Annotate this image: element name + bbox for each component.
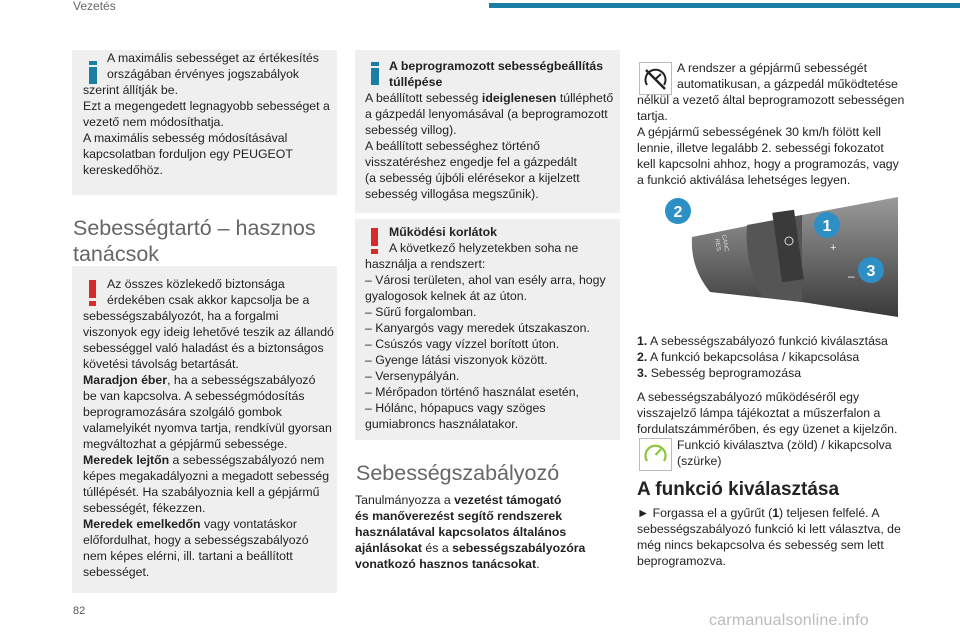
speedometer-icon: [639, 62, 672, 95]
callout-3: 3: [866, 263, 876, 280]
list-item: 1. A sebességszabályozó funkció kiválasztása: [637, 334, 888, 348]
info-text-block: szerint állítják be. Ezt a megengedett legnagyobb sebességet a vezető nem módosíthatja. A maximális sebesség módosításával kapcsolatban forduljon egy PEUGEOT kereskedőhöz.: [83, 83, 330, 177]
paragraph-line: automatikusan, a gázpedál működtetése: [677, 77, 898, 91]
svg-text:+: +: [830, 242, 837, 254]
paragraph-block: nélkül a vezető által beprogramozott sebességen tartja. A gépjármű sebességének 30 km/h fölött kell lennie, illetve legalább 2. sebességi fokozatot kell kapcsolni ahhoz, hogy a programozás, vagy a funkció aktiválása lehetséges legyen.: [637, 93, 905, 187]
page-number: 82: [73, 605, 86, 617]
lamp-description: (szürke): [677, 454, 722, 468]
paragraph-line: A rendszer a gépjármű sebességét: [677, 61, 868, 75]
paragraph-block: A sebességszabályozó működéséről egy visszajelző lámpa tájékoztat a műszerfalon a fordulatszámmérőben, és egy üzenet a kijelzőn.: [637, 390, 898, 436]
cruise-control-lamp-icon: [639, 438, 672, 471]
warning-icon: [370, 228, 380, 254]
section-title: Vezetés: [73, 0, 116, 13]
info-text-block: A beállított sebesség ideiglenesen túlléphető a gázpedál lenyomásával (a beprogramozott sebesség villog). A beállított sebességhez történő visszatéréshez engedje fel a gázpedált (a sebesség újbóli elérésekor a kijelzett sebesség villogása megszűnik).: [365, 91, 614, 201]
lamp-description: Funkció kiválasztva (zöld) / kikapcsolva: [677, 438, 892, 452]
warning-text-line: érdekében csak akkor kapcsolja be a: [107, 293, 310, 307]
callout-1: 1: [822, 218, 832, 235]
info-text-line: A maximális sebességet az értékesítés: [107, 51, 319, 65]
section-heading-select: A funkció kiválasztása: [637, 479, 840, 500]
cancel-label: CANC: [720, 234, 729, 253]
svg-text:–: –: [848, 269, 855, 283]
warning-text-line: Az összes közlekedő biztonsága: [107, 277, 285, 291]
header-accent-bar: [489, 3, 960, 8]
section-heading-tips: Sebességtartó – hasznos tanácsok: [73, 216, 316, 266]
intro-paragraph: Tanulmányozza a vezetést támogató és manőverezést segítő rendszerek használatával kapcsolatos általános ajánlásokat és a sebességszabályozóra vonatkozó hasznos tanácsokat.: [355, 493, 586, 571]
callout-2: 2: [673, 204, 683, 221]
watermark: carmanualsonline.info: [709, 612, 869, 629]
warning-text-block: használja a rendszert: – Városi területen, ahol van esély arra, hogy gyalogosok kelnek át az úton. – Sűrű forgalomban. – Kanyargós vagy meredek útszakaszon. – Csúszós vagy vízzel borított úton. – Gyenge látási viszonyok között. – Versenypályán. – Mérőpadon történő használat esetén, – Hólánc, hópapucs vagy szöges gumiabroncs használatakor.: [365, 257, 606, 431]
list-item: 3. Sebesség beprogramozása: [637, 366, 802, 380]
cruise-control-lever-illustration: [652, 197, 898, 317]
paragraph-block: ► Forgassa el a gyűrűt (1) teljesen felfelé. A sebességszabályozó funkció ki lett választva, de még nincs bekapcsolva és sebesség sem lett beprogramozva.: [637, 506, 901, 568]
warning-text-block: sebességszabályozót, ha a forgalmi viszonyok egy ideig lehetővé teszik az állandó sebességgel való haladást és a biztonságos követési távolság betartását. Maradjon éber, ha a sebességszabályozó be van kapcsolva. A sebességmódosítás beprogramozására szolgáló gombok valamelyikét nyomva tartja, rendkívül gyorsan megváltozhat a gépjármű sebessége. Meredek lejtőn a sebességszabályozó nem képes megakadályozni a megadott sebesség túllépését. Ha szabályoznia kell a gépjármű sebességét, fékezzen. Meredek emelkedőn vagy vontatáskor előfordulhat, hogy a sebességszabályozó nem képes elérni, ill. tartani a beállított sebességet.: [83, 309, 334, 579]
list-item: 2. A funkció bekapcsolása / kikapcsolása: [637, 350, 860, 364]
res-label: RES: [713, 238, 722, 252]
section-heading-cruise: Sebességszabályozó: [356, 461, 560, 485]
info-text-line: országában érvényes jogszabályok: [107, 67, 300, 81]
warning-icon: [88, 280, 98, 306]
info-icon: [370, 62, 381, 85]
warning-box-title: Működési korlátok A következő helyzetekben soha ne: [389, 225, 579, 255]
info-box-title: A beprogramozott sebességbeállítás túllépése: [389, 59, 604, 89]
info-icon: [88, 61, 99, 84]
